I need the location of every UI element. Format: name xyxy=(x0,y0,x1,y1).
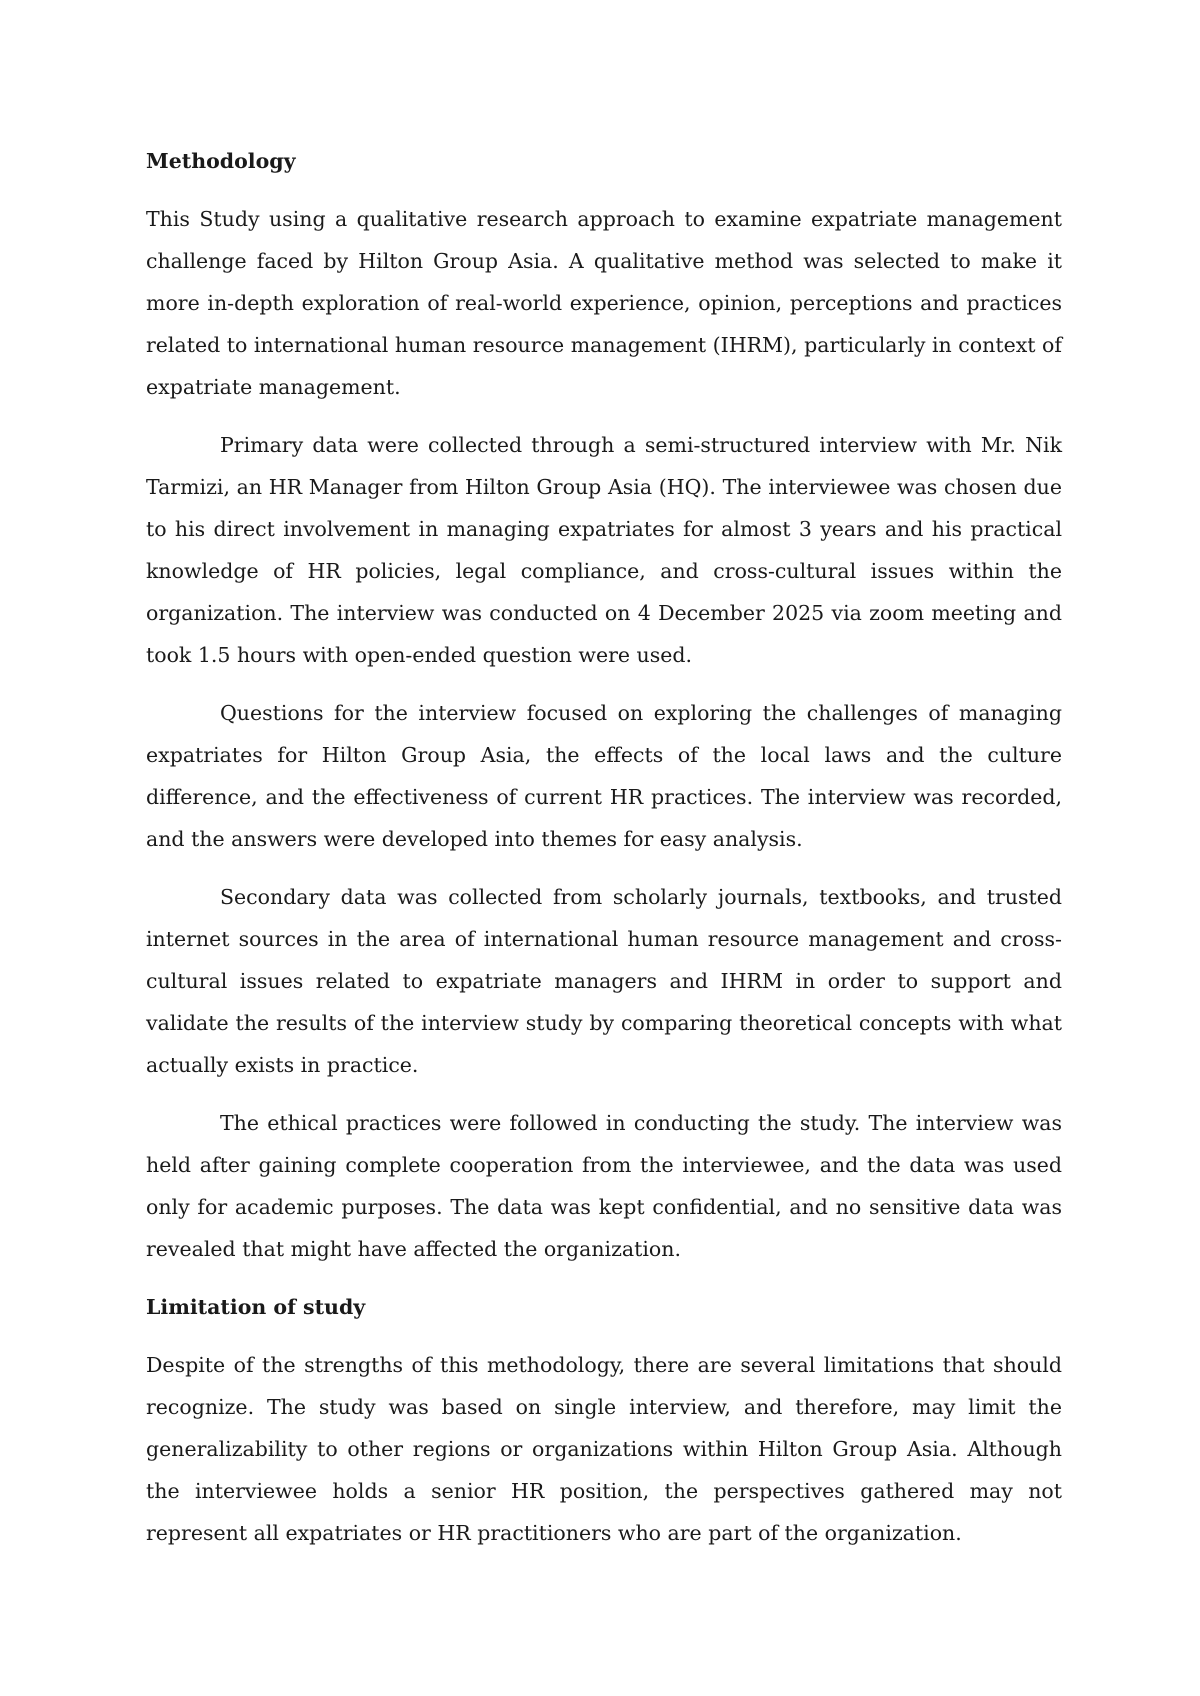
document-page xyxy=(146,140,1062,1570)
methodology-paragraph-4: Secondary data was collected from scholarly journals, textbooks, and trusted internet sources in the area of international human resource management and cross-cultural issues related to expatriate managers and IHRM in order to support and validate the results of the interview study by comparing theoretical concepts with what actually exists in practice. xyxy=(146,885,1062,1077)
methodology-heading: Methodology xyxy=(146,149,296,173)
limitation-heading: Limitation of study xyxy=(146,1295,366,1319)
limitation-paragraph-1: Despite of the strengths of this methodology, there are several limitations that should recognize. The study was based on single interview, and therefore, may limit the generalizability to other regions or organizations within Hilton Group Asia. Although the interviewee holds a senior HR position, the perspectives gathered may not represent all expatriates or HR practitioners who are part of the organization. xyxy=(146,1353,1062,1545)
methodology-paragraph-2: Primary data were collected through a semi-structured interview with Mr. Nik Tarmizi, an HR Manager from Hilton Group Asia (HQ). The interviewee was chosen due to his direct involvement in managing expatriates for almost 3 years and his practical knowledge of HR policies, legal compliance, and cross-cultural issues within the organization. The interview was conducted on 4 December 2025 via zoom meeting and took 1.5 hours with open-ended question were used. xyxy=(146,433,1062,667)
methodology-paragraph-5: The ethical practices were followed in conducting the study. The interview was held after gaining complete cooperation from the interviewee, and the data was used only for academic purposes. The data was kept confidential, and no sensitive data was revealed that might have affected the organization. xyxy=(146,1111,1062,1261)
methodology-paragraph-1: This Study using a qualitative research approach to examine expatriate management challenge faced by Hilton Group Asia. A qualitative method was selected to make it more in-depth exploration of real-world experience, opinion, perceptions and practices related to international human resource management (IHRM), particularly in context of expatriate management. xyxy=(146,207,1062,399)
methodology-paragraph-3: Questions for the interview focused on exploring the challenges of managing expatriates for Hilton Group Asia, the effects of the local laws and the culture difference, and the effectiveness of current HR practices. The interview was recorded, and the answers were developed into themes for easy analysis. xyxy=(146,701,1062,851)
